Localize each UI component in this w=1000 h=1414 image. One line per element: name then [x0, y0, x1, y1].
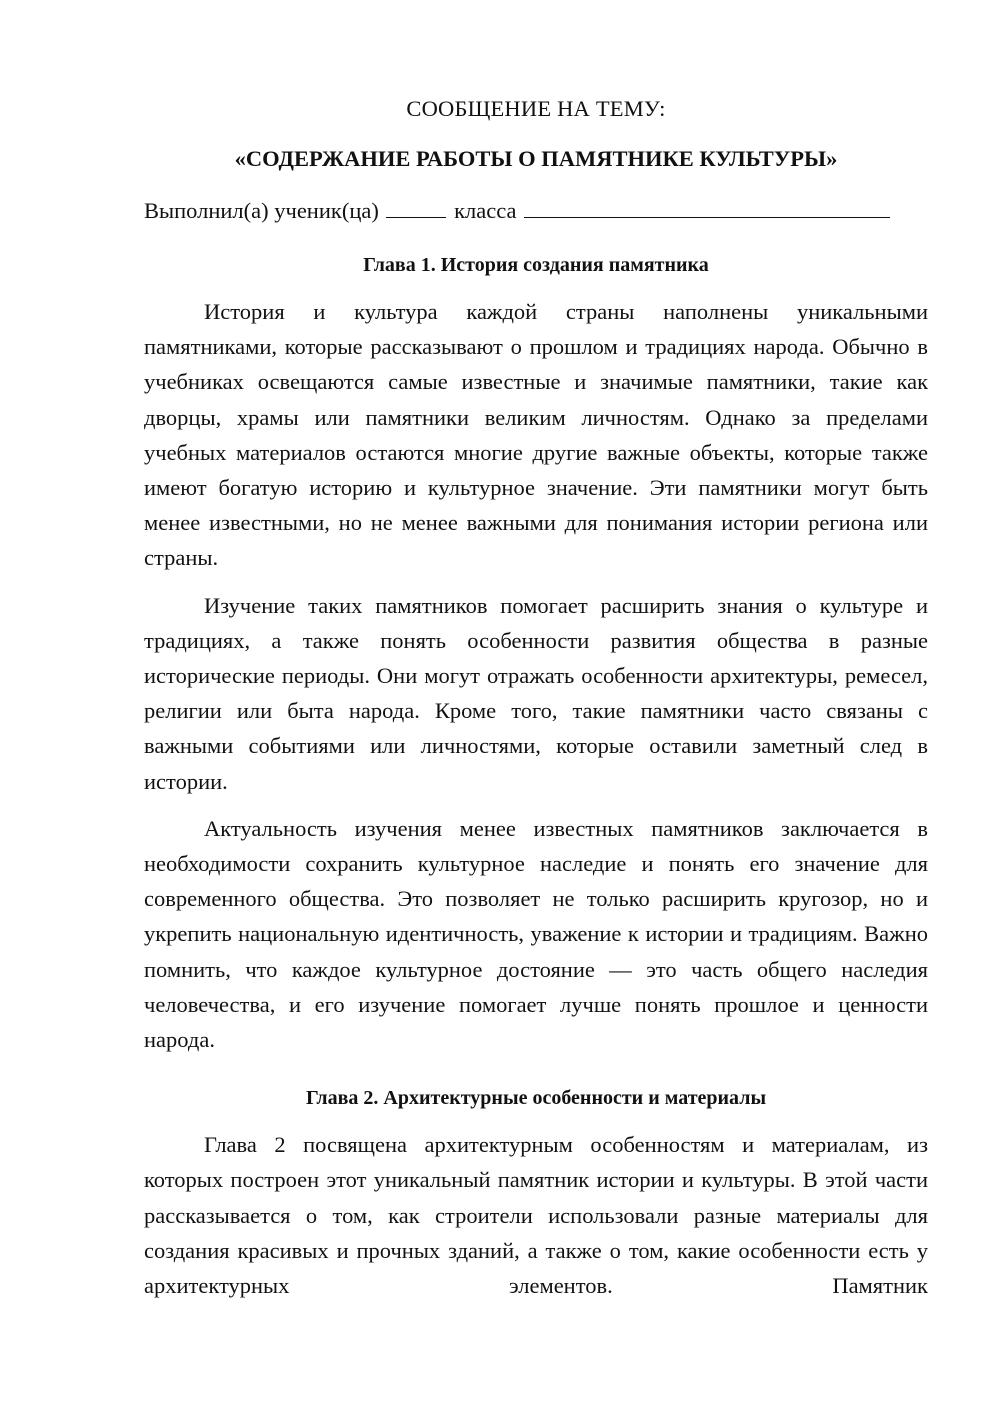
document-title-line-1: СООБЩЕНИЕ НА ТЕМУ: [406, 96, 666, 121]
student-name-blank [524, 195, 890, 218]
chapter-2-heading: Глава 2. Архитектурные особенности и материалы [305, 1087, 767, 1110]
document-page [144, 92, 928, 1315]
author-prefix: Выполнил(а) ученик(ца) [144, 198, 379, 223]
grade-blank [386, 195, 446, 218]
author-class-label: класса [454, 198, 517, 223]
chapter-1-paragraph: Изучение таких памятников помогает расширить знания о культуре и традициях, а также понять особенности развития общества в разные исторические периоды. Они могут отражать особенности архитектуры, ремесел, религии или быта народа. Кроме того, такие памятники часто связаны с важными событиями или личностями, которые оставили заметный след в истории. [144, 592, 928, 794]
chapter-1-paragraph: Актуальность изучения менее известных памятников заключается в необходимости сохранить культурное наследие и понять его значение для современного общества. Это позволяет не только расширить кругозор, но и укрепить национальную идентичность, уважение к истории и традициям. Важно помнить, что каждое культурное достояние — это часть общего наследия человечества, и его изучение помогает лучше понять прошлое и ценности народа. [144, 815, 928, 1053]
document-title-line-2: «СОДЕРЖАНИЕ РАБОТЫ О ПАМЯТНИКЕ КУЛЬТУРЫ» [234, 146, 838, 171]
author-line [144, 194, 928, 228]
chapter-1-paragraph: История и культура каждой страны наполнены уникальными памятниками, которые рассказывают о прошлом и традициях народа. Обычно в учебниках освещаются самые известные и значимые памятники, такие как дворцы, храмы или памятники великим личностям. Однако за пределами учебных материалов остаются многие другие важные объекты, которые также имеют богатую историю и культурное значение. Эти памятники могут быть менее известными, но не менее важными для понимания истории региона или страны. [144, 299, 928, 571]
chapter-2-paragraph: Глава 2 посвящена архитектурным особенностям и материалам, из которых построен этот уникальный памятник истории и культуры. В этой части рассказывается о том, как строители использовали разные материалы для создания красивых и прочных зданий, а также о том, какие особенности есть у архитектурных элементов. Памятник [144, 1132, 928, 1299]
chapter-1-heading: Глава 1. История создания памятника [363, 254, 709, 276]
